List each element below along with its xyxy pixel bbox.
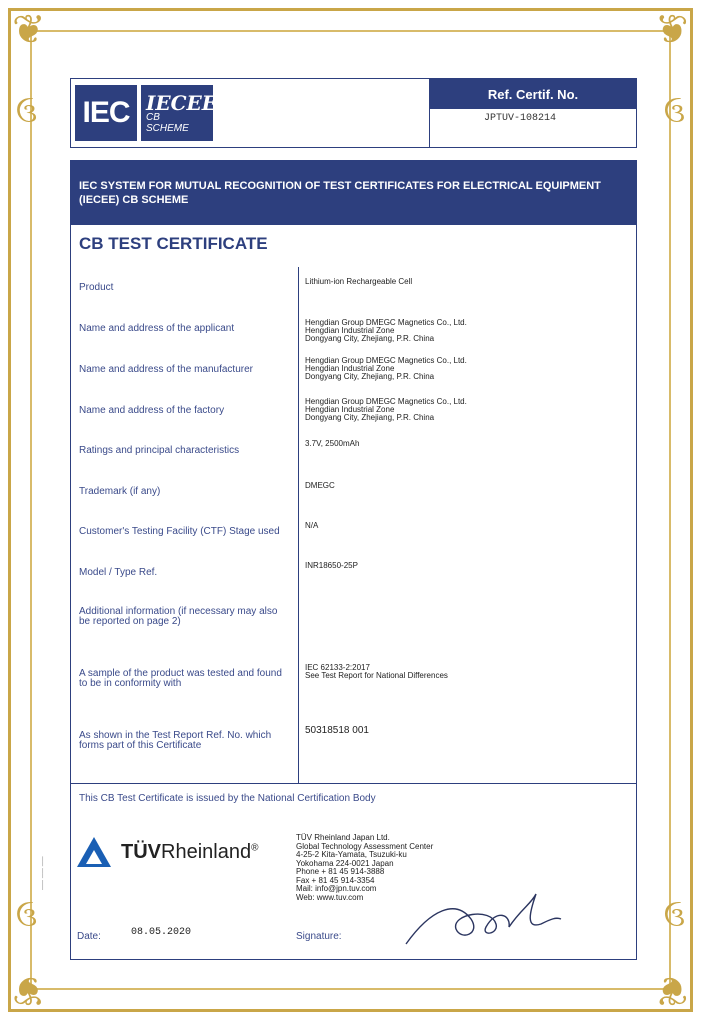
corner-ornament-icon: ❦ xyxy=(12,7,46,53)
corner-ornament-icon: ❦ xyxy=(12,967,46,1013)
label-test-report: As shown in the Test Report Ref. No. which forms part of this Certificate xyxy=(79,730,272,751)
value-manufacturer: Hengdian Group DMEGC Magnetics Co., Ltd. Hengdian Industrial Zone Dongyang City, Zhejiang, P.R. China xyxy=(305,356,467,381)
iecee-logo-text: IECEE xyxy=(146,90,218,115)
tuv-brand-text xyxy=(121,841,258,864)
side-ornament-icon: ઉ xyxy=(16,96,38,129)
certificate-title: CB TEST CERTIFICATE xyxy=(79,234,268,253)
value-ratings: 3.7V, 2500mAh xyxy=(305,439,360,448)
value-model: INR18650-25P xyxy=(305,561,358,570)
value-factory: Hengdian Group DMEGC Magnetics Co., Ltd. Hengdian Industrial Zone Dongyang City, Zhejiang, P.R. China xyxy=(305,397,467,422)
signature-label: Signature: xyxy=(296,931,342,942)
label-manufacturer: Name and address of the manufacturer xyxy=(79,364,253,375)
label-ratings: Ratings and principal characteristics xyxy=(79,445,240,456)
label-additional-info: Additional information (if necessary may also be reported on page 2) xyxy=(79,606,278,627)
section-divider xyxy=(71,783,636,784)
handwritten-signature xyxy=(401,889,581,949)
value-ctf-stage: N/A xyxy=(305,521,319,530)
iecee-cb-scheme-logo xyxy=(141,85,218,141)
registered-mark: ® xyxy=(251,841,259,853)
label-ctf-stage: Customer's Testing Facility (CTF) Stage used xyxy=(79,526,280,537)
side-ornament-icon: ઉ xyxy=(663,900,685,933)
label-factory: Name and address of the factory xyxy=(79,405,225,416)
value-applicant: Hengdian Group DMEGC Magnetics Co., Ltd. Hengdian Industrial Zone Dongyang City, Zhejiang, P.R. China xyxy=(305,318,467,343)
date-label: Date: xyxy=(77,931,101,942)
iec-logo: IEC xyxy=(75,85,137,141)
certificate-body xyxy=(70,160,637,960)
label-tested-conformity: A sample of the product was tested and found to be in conformity with xyxy=(79,668,282,689)
issuer-address: TÜV Rheinland Japan Ltd. Global Technology Assessment Center 4-25-2 Kita-Yamata, Tsuzuki-ku Yokohama 224-0021 Japan Phone + 81 45 914-3888 Fax + 81 45 914-3354 Mail: info@jpn.tuv.com Web: www.tuv.com xyxy=(296,833,434,902)
side-ornament-icon: ઉ xyxy=(16,900,38,933)
value-test-report: 50318518 001 xyxy=(305,725,369,736)
value-product: Lithium-ion Rechargeable Cell xyxy=(305,277,413,286)
column-divider xyxy=(298,267,299,783)
ref-certif-title: Ref. Certif. No. xyxy=(430,79,636,109)
scheme-banner: IEC SYSTEM FOR MUTUAL RECOGNITION OF TEST CERTIFICATES FOR ELECTRICAL EQUIPMENT (IECEE) CB SCHEME xyxy=(71,161,636,225)
value-trademark: DMEGC xyxy=(305,481,335,490)
label-applicant: Name and address of the applicant xyxy=(79,323,235,334)
side-print-code: ── ── ── xyxy=(40,856,47,890)
cb-logo-text: CB xyxy=(146,111,160,123)
tuv-brand-rest: Rheinland xyxy=(161,840,252,863)
certificate-header xyxy=(70,78,637,148)
value-tested-conformity: IEC 62133-2:2017 See Test Report for National Differences xyxy=(305,663,448,680)
label-trademark: Trademark (if any) xyxy=(79,486,161,497)
corner-ornament-icon: ❦ xyxy=(655,967,689,1013)
tuv-triangle-icon xyxy=(77,837,111,867)
ref-certif-number: JPTUV-108214 xyxy=(484,113,557,124)
corner-ornament-icon: ❦ xyxy=(655,7,689,53)
reference-box xyxy=(429,79,636,147)
label-model: Model / Type Ref. xyxy=(79,567,158,578)
label-product: Product xyxy=(79,282,114,293)
tuv-brand-bold: TÜV xyxy=(121,840,161,863)
tuv-rheinland-logo xyxy=(77,837,258,867)
date-value: 08.05.2020 xyxy=(131,927,192,938)
issued-by-statement: This CB Test Certificate is issued by the National Certification Body xyxy=(79,793,376,804)
side-ornament-icon: ઉ xyxy=(663,96,685,129)
scheme-logo-text: SCHEME xyxy=(146,122,189,134)
logo-area xyxy=(71,79,429,147)
